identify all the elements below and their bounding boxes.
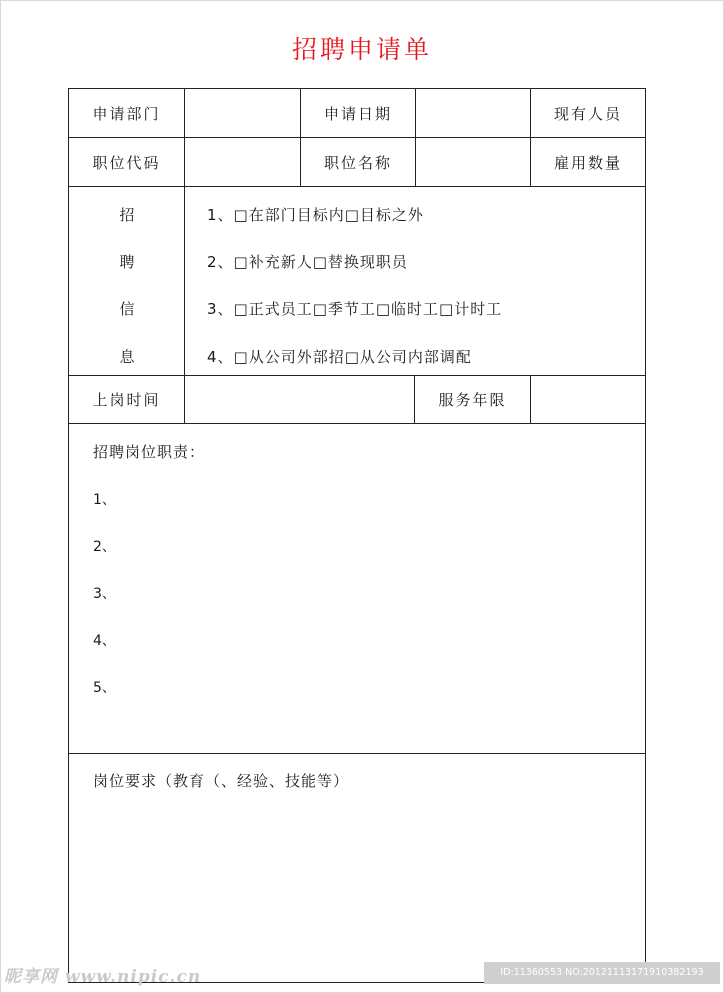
row-divider <box>69 423 645 424</box>
row-divider <box>69 753 645 754</box>
row-divider <box>69 186 645 187</box>
service-years-label: 服务年限 <box>438 391 507 409</box>
responsibility-item: 4、 <box>93 633 116 649</box>
start-time-value-field[interactable] <box>185 376 414 423</box>
service-years-value-field[interactable] <box>531 376 645 423</box>
responsibility-item: 1、 <box>93 492 116 508</box>
site-watermark: 昵享网 www.nipic.cn <box>4 967 202 987</box>
option-target-checkboxes[interactable]: 1、□在部门目标内□目标之外 <box>207 206 424 224</box>
requirements-title: 岗位要求（教育（、经验、技能等） <box>93 772 350 790</box>
start-time-label: 上岗时间 <box>92 391 161 409</box>
responsibility-item: 5、 <box>93 680 116 696</box>
dept-value-field[interactable] <box>185 89 300 137</box>
option-source-checkboxes[interactable]: 4、□从公司外部招□从公司内部调配 <box>207 348 472 366</box>
responsibility-item: 3、 <box>93 586 116 602</box>
info-label-char: 信 <box>119 300 135 318</box>
code-label: 职位代码 <box>92 153 161 172</box>
responsibility-item: 2、 <box>93 539 116 555</box>
option-replacement-checkboxes[interactable]: 2、□补充新人□替换现职员 <box>207 253 408 271</box>
responsibilities-title: 招聘岗位职责： <box>93 443 206 461</box>
application-form <box>68 88 646 983</box>
info-label-char: 息 <box>119 348 135 366</box>
image-id-watermark: ID:11360553 NO:20121113171910382193 <box>484 962 720 984</box>
date-value-field[interactable] <box>416 89 530 137</box>
dept-label: 申请部门 <box>92 104 161 123</box>
hire-count-label: 雇用数量 <box>553 153 622 172</box>
option-employment-type-checkboxes[interactable]: 3、□正式员工□季节工□临时工□计时工 <box>207 300 503 318</box>
position-name-value-field[interactable] <box>416 138 530 186</box>
form-title: 招聘申请单 <box>291 35 432 64</box>
info-label-char: 聘 <box>119 253 135 271</box>
code-value-field[interactable] <box>185 138 300 186</box>
staff-label: 现有人员 <box>553 104 622 123</box>
position-name-label: 职位名称 <box>323 153 392 172</box>
date-label: 申请日期 <box>323 104 392 123</box>
info-label-char: 招 <box>119 206 135 224</box>
